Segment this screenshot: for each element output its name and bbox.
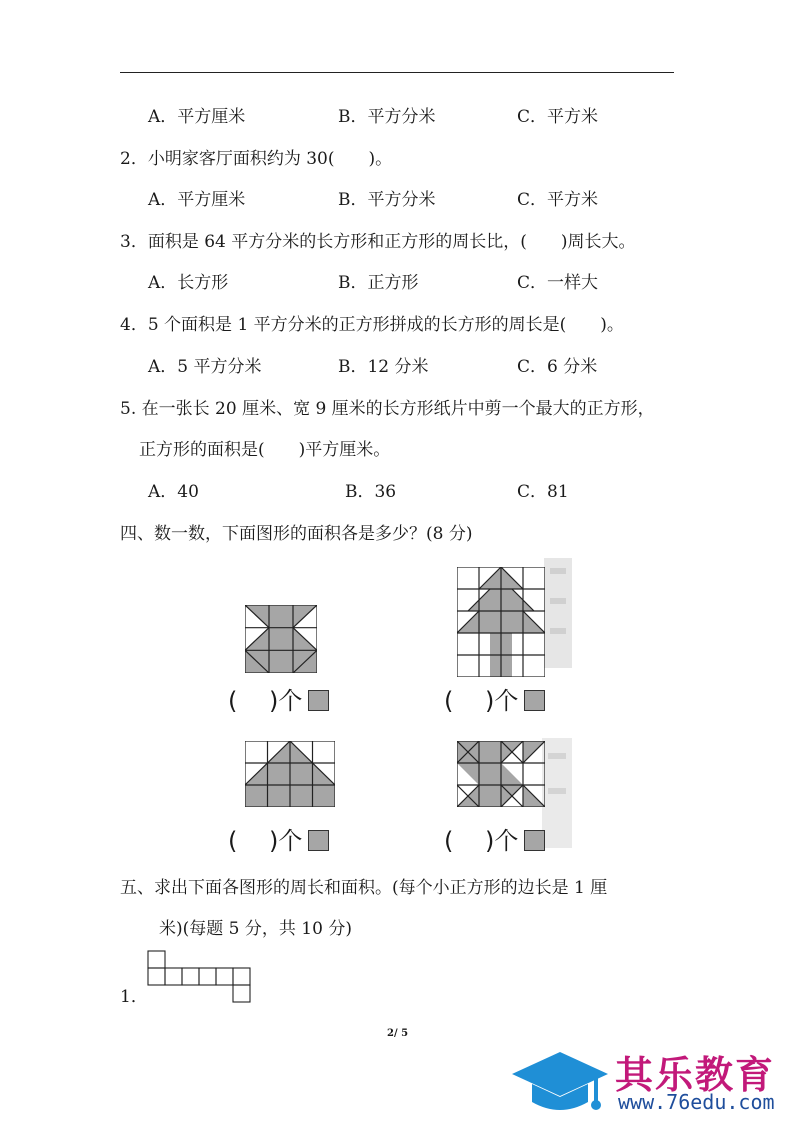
graduation-cap-icon (508, 1048, 612, 1118)
figure-4-grid (457, 741, 545, 807)
figure-3-grid (245, 741, 335, 807)
question-5-line-2: 正方形的面积是( )平方厘米。 (139, 440, 391, 460)
question-4: 4．5 个面积是 1 平方分米的正方形拼成的长方形的周长是( )。 (120, 315, 624, 335)
q1-option-c[interactable]: C．平方米 (517, 107, 599, 127)
q5-option-b[interactable]: B．36 (345, 482, 397, 502)
figure-4-caption: ( )个 (444, 826, 545, 856)
q5-option-a[interactable]: A．40 (148, 482, 199, 502)
question-2: 2．小明家客厅面积约为 30( )。 (120, 149, 393, 169)
section-5-figure-1 (147, 950, 255, 1004)
figure-3-caption: ( )个 (228, 826, 329, 856)
logo-url[interactable]: www.76edu.com (618, 1090, 775, 1114)
figure-2-grid (457, 567, 545, 677)
question-5-line-1: 5. 在一张长 20 厘米、宽 9 厘米的长方形纸片中剪一个最大的正方形， (120, 399, 655, 419)
q4-option-b[interactable]: B．12 分米 (338, 357, 429, 377)
section-5-title-line-2: 米)(每题 5 分，共 10 分) (159, 919, 352, 939)
q1-option-b[interactable]: B．平方分米 (338, 107, 436, 127)
section-5-title-line-1: 五、求出下面各图形的周长和面积。(每个小正方形的边长是 1 厘 (120, 878, 608, 898)
brand-logo[interactable] (508, 1040, 793, 1122)
unit-square-icon (524, 830, 545, 851)
top-rule (120, 72, 674, 73)
q4-option-c[interactable]: C．6 分米 (517, 357, 598, 377)
page-number: 2/ 5 (387, 1028, 409, 1039)
figure-1-grid (245, 605, 317, 673)
q3-option-c[interactable]: C．一样大 (517, 273, 599, 293)
q1-option-a[interactable]: A．平方厘米 (148, 107, 246, 127)
q2-option-c[interactable]: C．平方米 (517, 190, 599, 210)
unit-square-icon (308, 690, 329, 711)
section-5-item-1-label: 1． (120, 987, 148, 1007)
q3-option-a[interactable]: A．长方形 (148, 273, 229, 293)
q5-option-c[interactable]: C．81 (517, 482, 569, 502)
section-4-title: 四、数一数，下面图形的面积各是多少？(8 分) (120, 524, 473, 544)
figure-2-caption: ( )个 (444, 686, 545, 716)
figure-1-caption: ( )个 (228, 686, 329, 716)
unit-square-icon (524, 690, 545, 711)
q3-option-b[interactable]: B．正方形 (338, 273, 419, 293)
logo-title: 其乐教育 (615, 1053, 776, 1097)
q4-option-a[interactable]: A．5 平方分米 (148, 357, 262, 377)
question-3: 3．面积是 64 平方分米的长方形和正方形的周长比，( )周长大。 (120, 232, 636, 252)
unit-square-icon (308, 830, 329, 851)
q2-option-a[interactable]: A．平方厘米 (148, 190, 246, 210)
q2-option-b[interactable]: B．平方分米 (338, 190, 436, 210)
